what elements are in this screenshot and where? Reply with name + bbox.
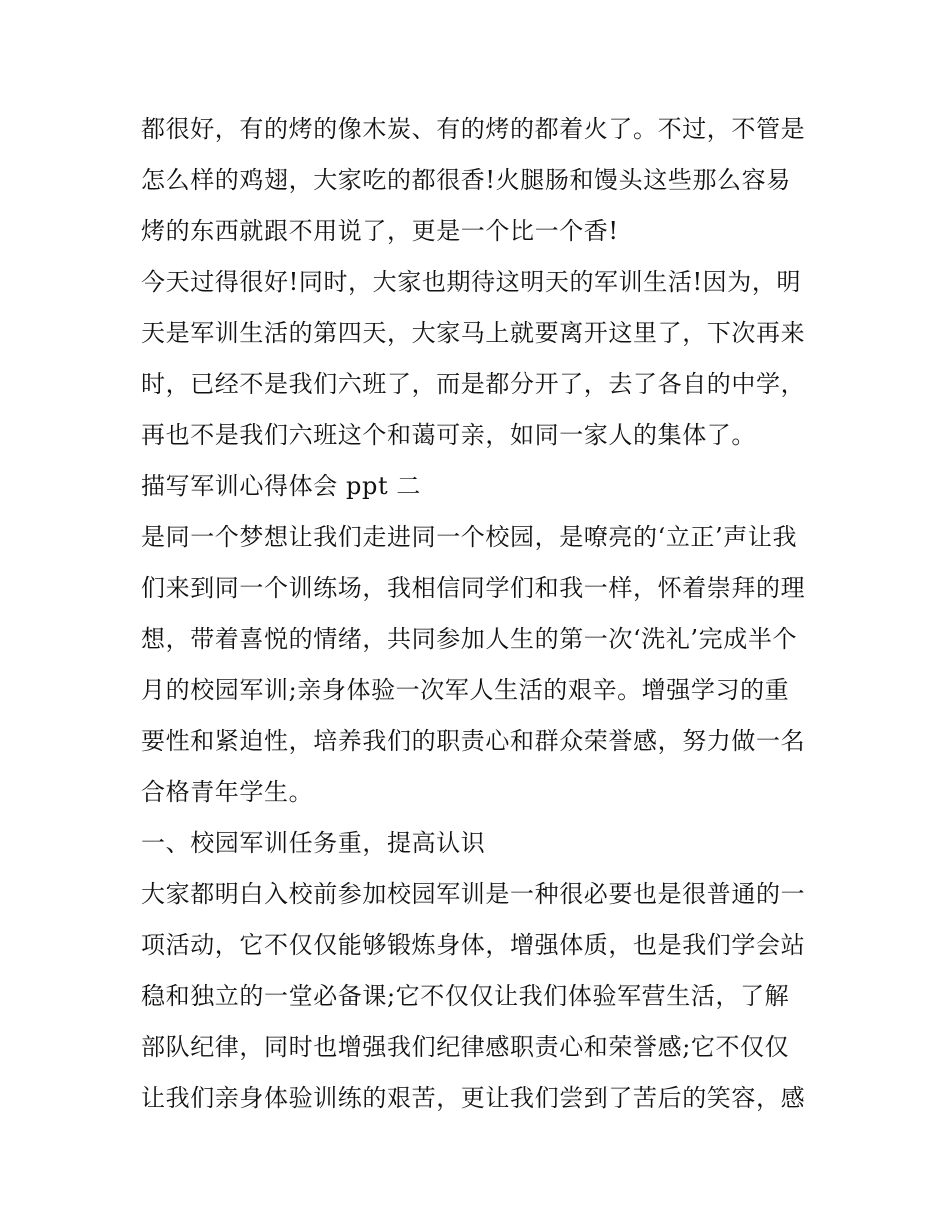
text-line: 是同一个梦想让我们走进同一个校园，是嘹亮的‘立正’声让我 xyxy=(141,523,798,551)
text-line: 部队纪律，同时也增强我们纪律感职责心和荣誉感;它不仅仅 xyxy=(141,1033,790,1061)
text-line: 怎么样的鸡翅，大家吃的都很香!火腿肠和馒头这些那么容易 xyxy=(141,166,791,194)
text-line: 天是军训生活的第四天，大家马上就要离开这里了，下次再来 xyxy=(141,319,806,347)
text-line: 想，带着喜悦的情绪，共同参加人生的第一次‘洗礼’完成半个 xyxy=(141,625,798,653)
text-line: 合格青年学生。 xyxy=(141,778,314,806)
document-body xyxy=(141,104,821,1124)
text-line: 项活动，它不仅仅能够锻炼身体，增强体质，也是我们学会站 xyxy=(141,931,806,959)
text-line: 今天过得很好!同时，大家也期待这明天的军训生活!因为，明 xyxy=(141,268,802,296)
text-line: 都很好，有的烤的像木炭、有的烤的都着火了。不过，不管是 xyxy=(141,115,806,143)
text-line: 月的校园军训;亲身体验一次军人生活的艰辛。增强学习的重 xyxy=(141,676,790,704)
text-line: 时，已经不是我们六班了，而是都分开了，去了各自的中学， xyxy=(141,370,806,398)
section-heading: 描写军训心得体会 ppt 二 xyxy=(141,472,422,500)
text-line: 大家都明白入校前参加校园军训是一种很必要也是很普通的一 xyxy=(141,880,806,908)
text-line: 们来到同一个训练场，我相信同学们和我一样，怀着崇拜的理 xyxy=(141,574,806,602)
text-line: 再也不是我们六班这个和蔼可亲，如同一家人的集体了。 xyxy=(141,421,756,449)
text-line: 烤的东西就跟不用说了，更是一个比一个香! xyxy=(141,217,619,245)
text-line: 让我们亲身体验训练的艰苦，更让我们尝到了苦后的笑容，感 xyxy=(141,1084,806,1112)
text-line: 稳和独立的一堂必备课;它不仅仅让我们体验军营生活，了解 xyxy=(141,982,790,1010)
subsection-heading: 一、校园军训任务重，提高认识 xyxy=(141,829,486,857)
text-line: 要性和紧迫性，培养我们的职责心和群众荣誉感，努力做一名 xyxy=(141,727,806,755)
